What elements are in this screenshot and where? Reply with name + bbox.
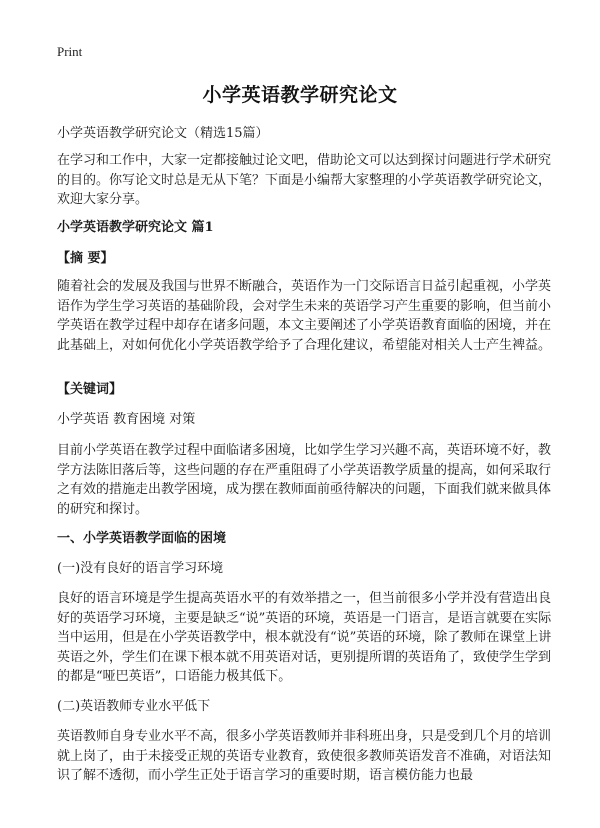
keywords-heading: 【关键词】 [57,382,123,397]
intro-body-paragraph: 目前小学英语在教学过程中面临诸多困境，比如学生学习兴趣不高，英语环境不好，教学方法陈旧落后等，这些问题的存在严重阻碍了小学英语教学质量的提高，如何采取行之有效的措施走出教学困境，成为摆在教师面前亟待解决的问题，下面我们就来做具体的研究和探讨。 [57,443,552,517]
body-paragraph-2: 英语教师自身专业水平不高，很多小学英语教师并非科班出身，只是受到几个月的培训就上岗了，由于未接受正规的英语专业教育，致使很多教师英语发音不准确，对语法知识了解不透彻，而小学生正处于语言学习的重要时期，语言模仿能力也最 [57,729,552,783]
abstract-paragraph: 随着社会的发展及我国与世界不断融合，英语作为一门交际语言日益引起重视，小学英语作为学生学习英语的基础阶段，会对学生未来的英语学习产生重要的影响，但当前小学英语在教学过程中却存在诸多问题，本文主要阐述了小学英语教育面临的困境，并在此基础上，对如何优化小学英语教学给予了合理化建议，希望能对相关人士产生裨益。 [57,279,552,353]
heading-1: 一、小学英语教学面临的困境 [57,531,227,546]
print-link[interactable]: Print [57,44,83,59]
body-paragraph-1: 良好的语言环境是学生提高英语水平的有效举措之一，但当前很多小学并没有营造出良好的英语学习环境，主要是缺乏“说”英语的环境，英语是一门语言，是语言就要在实际当中运用，但是在小学英语教学中，根本就没有“说”英语的环境，除了教师在课堂上讲英语之外，学生们在课下根本就不用英语对话，更别提所谓的英语角了，致使学生学到的都是“哑巴英语”，口语能力极其低下。 [57,591,552,684]
subheading-2: (二)英语教师专业水平低下 [57,699,211,714]
subtitle: 小学英语教学研究论文（精选15篇） [57,126,269,141]
keywords-paragraph: 小学英语 教育困境 对策 [57,412,196,427]
subheading-1: (一)没有良好的语言学习环境 [57,561,224,576]
page-title: 小学英语教学研究论文 [202,84,398,106]
intro-paragraph: 在学习和工作中，大家一定都接触过论文吧，借助论文可以达到探讨问题进行学术研究的目的。你写论文时总是无从下笔？下面是小编帮大家整理的小学英语教学研究论文，欢迎大家分享。 [57,153,552,207]
section-title: 小学英语教学研究论文 篇1 [57,220,214,235]
abstract-heading: 【摘 要】 [57,251,114,266]
